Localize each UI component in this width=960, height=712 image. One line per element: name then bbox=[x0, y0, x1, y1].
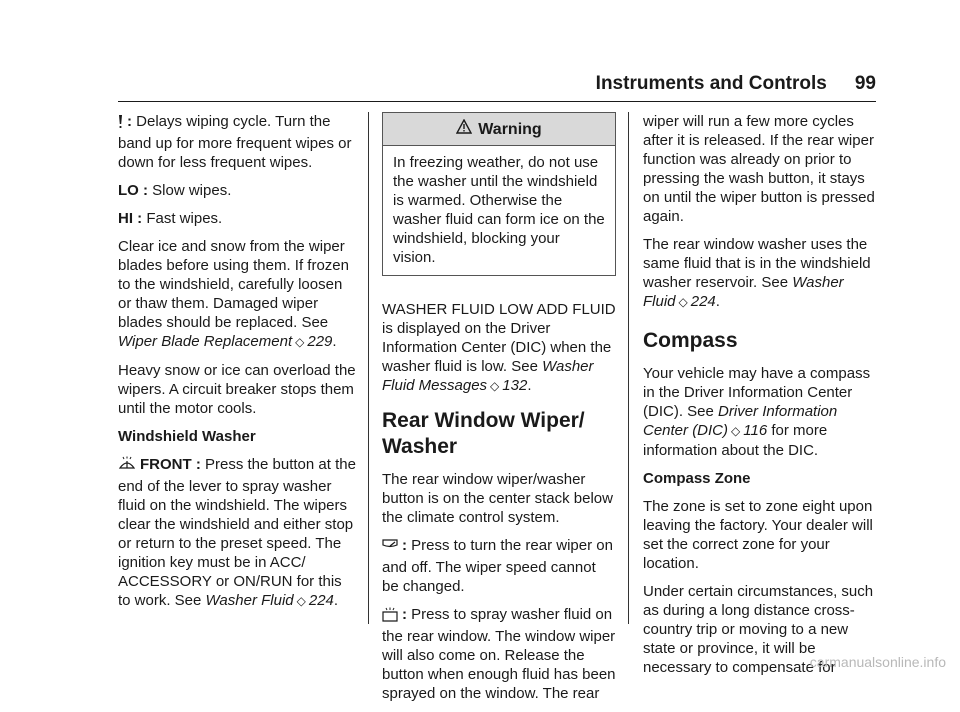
clear-text: Clear ice and snow from the wiper blades before using them. If frozen to the windshield, carefully loosen or thaw them. Damaged wiper blades should be replaced. See bbox=[118, 238, 349, 331]
washer-heading: Windshield Washer bbox=[118, 428, 256, 445]
compass-heading: Compass bbox=[643, 329, 738, 352]
clear-paragraph bbox=[118, 237, 356, 352]
page-ref-icon: ◇ bbox=[296, 594, 306, 608]
period: . bbox=[332, 333, 337, 350]
compass-ref-link[interactable]: Driver Information Center (DIC) bbox=[643, 403, 838, 439]
lo-label: LO : bbox=[118, 182, 148, 199]
page-number: 99 bbox=[854, 73, 876, 94]
warning-header bbox=[383, 113, 615, 146]
rear-washer-icon bbox=[382, 607, 398, 627]
rear-wiper-colon: : bbox=[402, 537, 407, 554]
heavy-paragraph: Heavy snow or ice can overload the wipers. A circuit breaker stops them until the motor cools. bbox=[118, 362, 356, 417]
column-divider-left bbox=[368, 112, 369, 624]
compass-text: Your vehicle may have a compass in the Driver Information Center (DIC). See bbox=[643, 365, 871, 420]
rear-heading-line-2: Washer bbox=[382, 435, 458, 458]
rear-washer-colon: : bbox=[402, 606, 407, 623]
period: . bbox=[527, 377, 532, 394]
low-fluid-text: WASHER FLUID LOW ADD FLUID is displayed on the Driver Information Center (DIC) when the washer fluid is low. See bbox=[382, 301, 616, 375]
column-2 bbox=[382, 112, 616, 712]
low-fluid-ref-link[interactable]: Washer Fluid Messages bbox=[382, 358, 594, 394]
delay-band-icon bbox=[118, 114, 123, 134]
column-divider-right bbox=[628, 112, 629, 624]
page-ref-icon: ◇ bbox=[295, 335, 305, 349]
section-title: Instruments and Controls bbox=[595, 73, 827, 94]
low-fluid-page-ref[interactable]: 132 bbox=[502, 377, 528, 394]
low-fluid-paragraph bbox=[382, 300, 616, 396]
page-ref-icon: ◇ bbox=[731, 424, 741, 438]
compass-page-ref[interactable]: 116 bbox=[743, 422, 768, 439]
warning-text: In freezing weather, do not use the washer until the windshield is warmed. Otherwise the washer fluid can form ice on the windshield, blocking your vision. bbox=[393, 154, 605, 266]
warning-title: Warning bbox=[478, 120, 542, 138]
column-1 bbox=[118, 112, 356, 620]
clear-page-ref[interactable]: 229 bbox=[307, 333, 333, 350]
delay-paragraph bbox=[118, 112, 356, 172]
delay-text: Delays wiping cycle. Turn the band up for more frequent wipes or down for less frequent wipes. bbox=[118, 113, 352, 171]
clear-ref-link[interactable]: Wiper Blade Replacement bbox=[118, 333, 293, 350]
same-fluid-paragraph bbox=[643, 235, 877, 312]
header-rule bbox=[118, 101, 876, 102]
column-3 bbox=[643, 112, 877, 686]
hi-label: HI : bbox=[118, 210, 143, 227]
front-label: FRONT : bbox=[140, 456, 201, 473]
hi-text: Fast wipes. bbox=[146, 210, 223, 227]
compass-paragraph bbox=[643, 364, 877, 460]
delay-colon: : bbox=[127, 113, 132, 130]
front-page-ref[interactable]: 224 bbox=[308, 592, 334, 609]
warning-triangle-icon bbox=[456, 119, 472, 139]
windshield-washer-icon bbox=[118, 456, 136, 477]
lo-paragraph bbox=[118, 181, 356, 200]
rear-washer-text: Press to spray washer fluid on the rear window. The window wiper will also come on. Release the button when enough fluid has been sprayed on the window. The rear bbox=[382, 606, 616, 702]
period: . bbox=[715, 293, 720, 310]
front-text: Press the button at the end of the lever to spray washer fluid on the windshield. The wipers clear the windshield and either stop or return to the preset speed. The ignition key must be in ACC/ ACCESSORY or ON/RUN for this to work. See bbox=[118, 456, 356, 609]
watermark: carmanualsonline.info bbox=[809, 654, 946, 670]
lo-text: Slow wipes. bbox=[152, 182, 232, 199]
rear-wiper-text: Press to turn the rear wiper on and off. The wiper speed cannot be changed. bbox=[382, 537, 613, 595]
rear-wiper-paragraph bbox=[382, 536, 616, 596]
rear-wiper-heading bbox=[382, 408, 616, 460]
hi-paragraph bbox=[118, 209, 356, 228]
rear-wiper-icon bbox=[382, 539, 398, 558]
page-ref-icon: ◇ bbox=[678, 295, 688, 309]
front-ref-link[interactable]: Washer Fluid bbox=[205, 592, 294, 609]
front-paragraph bbox=[118, 455, 356, 611]
under-paragraph: Under certain circumstances, such as during a long distance cross-country trip or moving to a new state or province, it will be necessary to compensate for bbox=[643, 583, 874, 676]
same-fluid-ref-link[interactable]: Washer Fluid bbox=[643, 274, 844, 310]
rear-heading-line-1: Rear Window Wiper/ bbox=[382, 409, 585, 432]
same-fluid-text: The rear window washer uses the same fluid that is in the windshield washer reservoir. See bbox=[643, 236, 871, 291]
continued-paragraph: wiper will run a few more cycles after it is released. If the rear wiper function was already on prior to pressing the wash button, it stays on until the wiper button is pressed again. bbox=[643, 113, 875, 225]
compass-zone-heading: Compass Zone bbox=[643, 470, 751, 487]
page-header bbox=[0, 73, 876, 95]
compass-after-text: for more information about the DIC. bbox=[643, 422, 828, 459]
period: . bbox=[333, 592, 339, 609]
warning-box bbox=[382, 112, 616, 276]
zone-paragraph: The zone is set to zone eight upon leaving the factory. Your dealer will set the correct zone for your location. bbox=[643, 498, 873, 572]
same-fluid-page-ref[interactable]: 224 bbox=[690, 293, 716, 310]
page-ref-icon: ◇ bbox=[490, 379, 500, 393]
rear-intro-paragraph: The rear window wiper/washer button is on the center stack below the climate control system. bbox=[382, 471, 613, 526]
